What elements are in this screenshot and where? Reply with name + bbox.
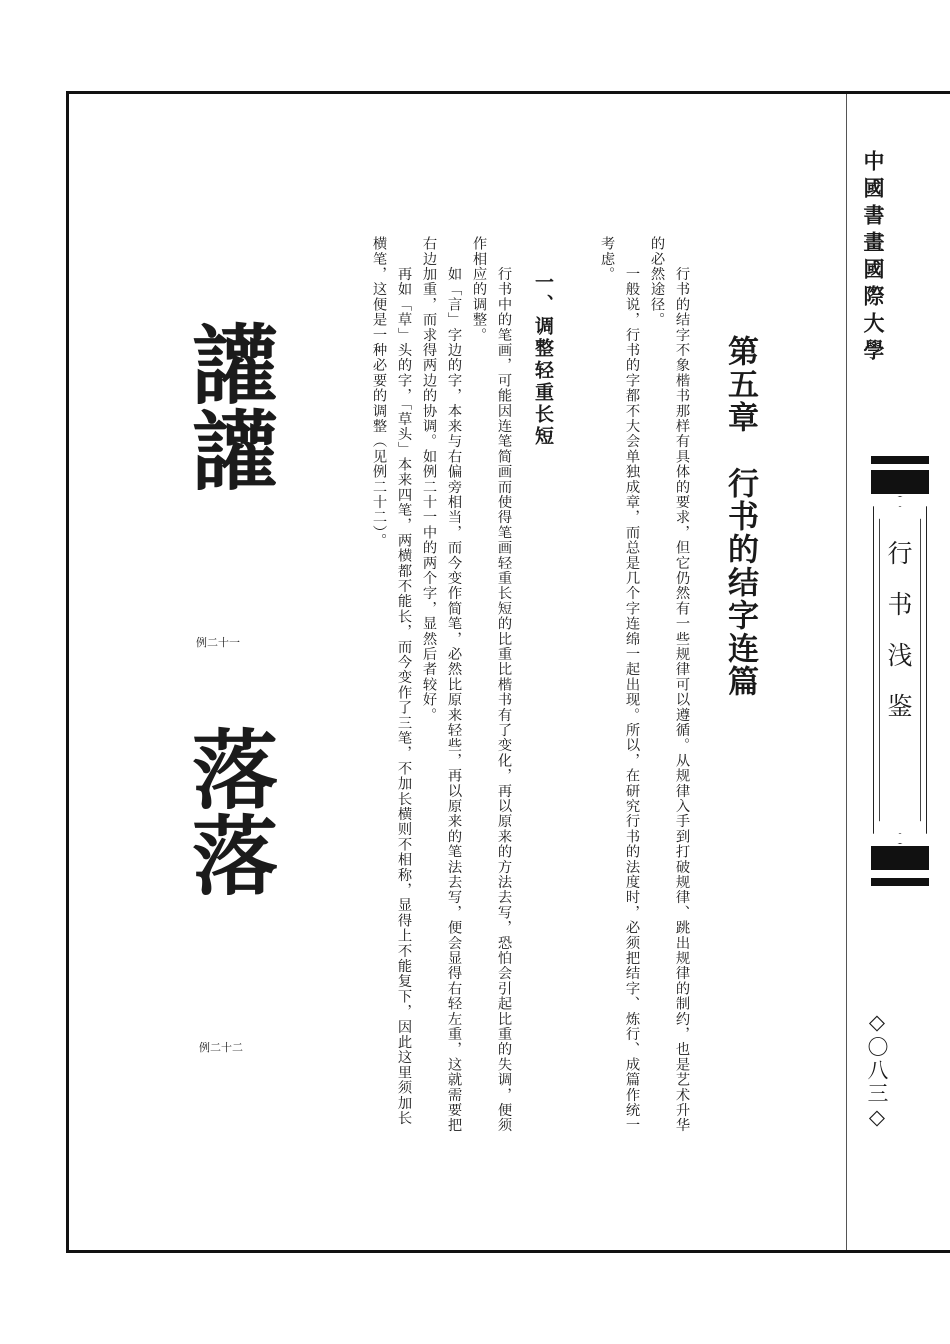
cartouche-bottom-bar bbox=[871, 878, 929, 886]
cartouche-bottom-cap bbox=[871, 846, 929, 870]
cartouche-top-cap bbox=[871, 470, 929, 494]
example-22-caption: 例二十二 bbox=[199, 1041, 243, 1054]
sidebar-divider bbox=[846, 94, 847, 1250]
book-title: 行书浅鉴 bbox=[884, 540, 913, 744]
cartouche-top-bar bbox=[871, 456, 929, 464]
example-21-caption: 例二十一 bbox=[196, 636, 240, 649]
page-number: ◇〇八三◇ bbox=[865, 1010, 889, 1131]
calligraphy-example-21: 讙讙 bbox=[177, 320, 278, 492]
chapter-title: 第五章 行书的结字连篇 bbox=[722, 335, 758, 698]
series-title: 中國書畫國際大學 bbox=[861, 150, 885, 366]
chapter-intro: 行书的结字不象楷书那样有具体的要求，但它仍然有一些规律可以遵循。从规律入手到打破规律、跳出规律的制约，也是艺术升华的必然途径。 一般说，行书的字都不大会单独成章，而总是几个字连绵一起出现。所以，在研究行书的法度时，必须把结字、炼行、成篇作统一考虑。 bbox=[599, 236, 690, 1133]
section-body: 行书中的笔画，可能因连笔简画而使得笔画轻重长短的比重比楷书有了变化，再以原来的方法去写，恐怕会引起比重的失调，便须作相应的调整。 如「言」字边的字，本来与右偏旁相当，而今变作简笔，必然比原来轻些，再以原来的笔法去写，便会显得右轻左重，这就需要把右边加重，而求得两边的协调。如例二十一中的两个字，显然后者较好。 再如「草」头的字，「草头」本来四笔，两横都不能长，而今变作了三笔，不加长横则不相称，显得上不能复下，因此这里须加长横笔，这便是一种必要的调整（见例二十二）。 bbox=[371, 236, 512, 1133]
section-heading: 一、调整轻重长短 bbox=[532, 272, 554, 448]
calligraphy-example-22: 落落 bbox=[177, 725, 278, 897]
